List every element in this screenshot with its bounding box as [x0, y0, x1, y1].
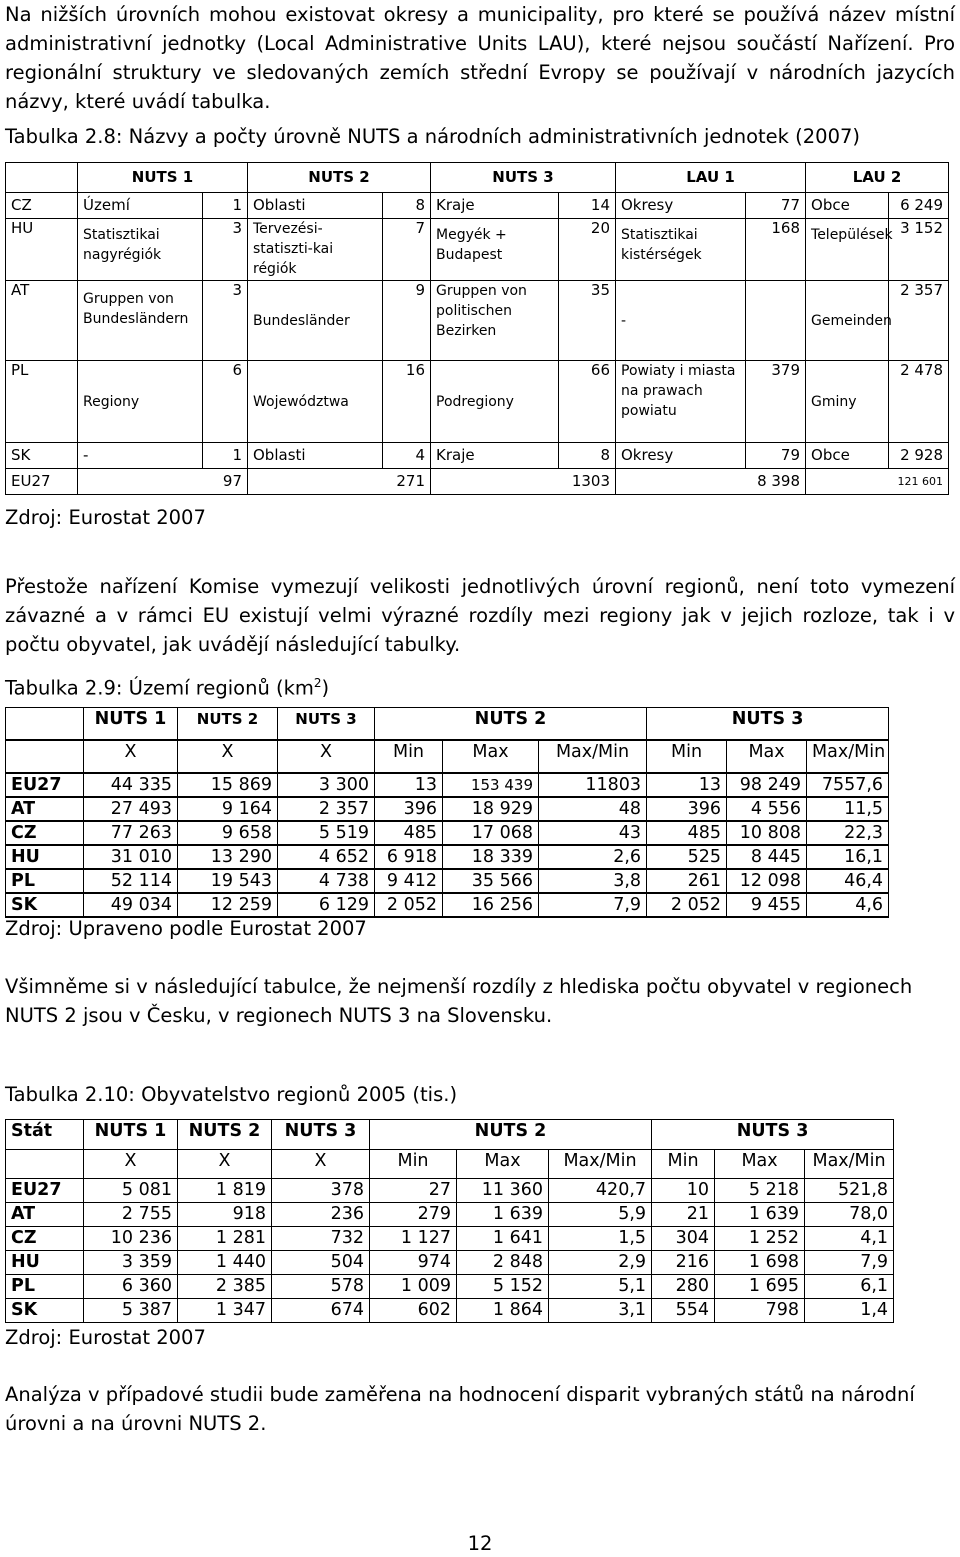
cell: 578	[272, 1275, 370, 1299]
n3-count: 35	[559, 281, 616, 361]
country-cell: HU	[6, 219, 78, 281]
cell: 4,1	[805, 1227, 894, 1251]
cell: 261	[647, 869, 727, 893]
cell: 10 236	[84, 1227, 178, 1251]
cell: 5 218	[715, 1179, 805, 1203]
lau1-name: Okresy	[616, 443, 746, 469]
n1-count: 97	[78, 469, 248, 495]
lau2-count: 2 478	[889, 361, 949, 443]
n2-name: Tervezési-statiszti-kai régiók	[248, 219, 383, 281]
lau1-name: Okresy	[616, 193, 746, 219]
table-row	[6, 1299, 894, 1323]
subheader-x: X	[278, 740, 375, 773]
n3-count: 66	[559, 361, 616, 443]
cell: 6 918	[375, 845, 443, 869]
cell: 18 339	[443, 845, 539, 869]
n3-name: Megyék + Budapest	[431, 219, 559, 281]
cell: 974	[370, 1251, 457, 1275]
row-label: SK	[6, 893, 84, 917]
cell: 1 641	[457, 1227, 549, 1251]
n2-count: 4	[383, 443, 431, 469]
cell: 27	[370, 1179, 457, 1203]
cell: 2 755	[84, 1203, 178, 1227]
n1-name: -	[78, 443, 203, 469]
cell: 43	[539, 821, 647, 845]
table-subheader-row	[6, 740, 889, 773]
table2-caption-suffix: )	[321, 676, 330, 700]
lau2-count: 121 601	[806, 469, 949, 495]
cell: 1 639	[457, 1203, 549, 1227]
paragraph-2: Přestože nařízení Komise vymezují velikosti jednotlivých úrovní regionů, není toto vymezení závazné a v rámci EU existují velmi výrazné rozdíly mezi regiony jak v jejich rozloze, tak i v počtu obyvatel, jak uvádějí následující tabulky.	[5, 575, 955, 656]
table-row	[6, 773, 889, 797]
lau2-count: 3 152	[889, 219, 949, 281]
nuts-names-table	[5, 162, 949, 495]
subheader-maxmin: Max/Min	[807, 740, 889, 773]
header-lau2: LAU 2	[806, 163, 949, 193]
cell: 4 556	[727, 797, 807, 821]
cell: 5 081	[84, 1179, 178, 1203]
header-nuts2: NUTS 2	[178, 1120, 272, 1150]
paragraph-4: Analýza v případové studii bude zaměřena na hodnocení disparit vybraných států na národní úrovni a na úrovni NUTS 2.	[5, 1383, 915, 1435]
paragraph-3: Všimněme si v následující tabulce, že nejmenší rozdíly z hlediska počtu obyvatel v regionech NUTS 2 jsou v Česku, v regionech NUTS 3 na Slovensku.	[5, 975, 913, 1027]
table2-source: Zdroj: Upraveno podle Eurostat 2007	[5, 917, 367, 940]
cell: 35 566	[443, 869, 539, 893]
cell: 378	[272, 1179, 370, 1203]
cell: 1 127	[370, 1227, 457, 1251]
cell: 602	[370, 1299, 457, 1323]
cell: 236	[272, 1203, 370, 1227]
cell: 396	[375, 797, 443, 821]
cell: 2,9	[549, 1251, 652, 1275]
cell: 9 164	[178, 797, 278, 821]
header-state: Stát	[6, 1120, 84, 1150]
subheader-max: Max	[443, 740, 539, 773]
country-cell: CZ	[6, 193, 78, 219]
n2-count: 8	[383, 193, 431, 219]
table-row	[6, 1179, 894, 1203]
table3-source: Zdroj: Eurostat 2007	[5, 1326, 206, 1349]
cell: 1 819	[178, 1179, 272, 1203]
cell: 1 698	[715, 1251, 805, 1275]
subheader-maxmin: Max/Min	[549, 1150, 652, 1179]
cell: 13	[375, 773, 443, 797]
lau2-count: 6 249	[889, 193, 949, 219]
n3-count: 20	[559, 219, 616, 281]
cell: 2 385	[178, 1275, 272, 1299]
cell: 27 493	[84, 797, 178, 821]
table-row	[6, 869, 889, 893]
table2-caption-prefix: Tabulka 2.9: Území regionů (km	[5, 676, 314, 700]
lau2-name: Gemeinden	[806, 281, 889, 361]
cell: 1 009	[370, 1275, 457, 1299]
cell: 16 256	[443, 893, 539, 917]
cell: 12 098	[727, 869, 807, 893]
header-empty	[6, 708, 84, 741]
cell: 7557,6	[807, 773, 889, 797]
cell: 46,4	[807, 869, 889, 893]
cell: 4 652	[278, 845, 375, 869]
cell: 525	[647, 845, 727, 869]
row-label: SK	[6, 1299, 84, 1323]
cell: 52 114	[84, 869, 178, 893]
cell: 2 052	[375, 893, 443, 917]
cell: 485	[647, 821, 727, 845]
subheader-empty	[6, 1150, 84, 1179]
cell: 5,9	[549, 1203, 652, 1227]
intro-paragraph: Na nižších úrovních mohou existovat okresy a municipality, pro které se používá název místní administrativní jednotky (Local Administrative Units LAU), které nejsou součástí Nařízení. Pro regionální struktury ve sledovaných zemích střední Evropy se používají v národních jazycích názvy, které uvádí tabulka.	[5, 3, 955, 113]
table-row	[6, 893, 889, 917]
table-row	[6, 797, 889, 821]
subheader-max: Max	[715, 1150, 805, 1179]
subheader-min: Min	[652, 1150, 715, 1179]
cell: 17 068	[443, 821, 539, 845]
n1-name: Gruppen von Bundesländern	[78, 281, 203, 361]
lau1-count: 168	[746, 219, 806, 281]
cell: 44 335	[84, 773, 178, 797]
header-nuts1: NUTS 1	[84, 708, 178, 741]
page-number: 12	[467, 1532, 493, 1555]
cell: 78,0	[805, 1203, 894, 1227]
cell: 5 152	[457, 1275, 549, 1299]
cell: 798	[715, 1299, 805, 1323]
table-row	[6, 1251, 894, 1275]
cell: 3,8	[539, 869, 647, 893]
cell: 13 290	[178, 845, 278, 869]
lau2-name: Obce	[806, 443, 889, 469]
population-table	[5, 1119, 894, 1323]
table-row	[6, 281, 949, 361]
table-row	[6, 1275, 894, 1299]
cell: 18 929	[443, 797, 539, 821]
table-row	[6, 1227, 894, 1251]
cell: 6 129	[278, 893, 375, 917]
cell: 16,1	[807, 845, 889, 869]
country-cell: PL	[6, 361, 78, 443]
cell: 153 439	[443, 773, 539, 797]
row-label: EU27	[6, 1179, 84, 1203]
cell: 5 519	[278, 821, 375, 845]
subheader-min: Min	[647, 740, 727, 773]
table1-caption: Tabulka 2.8: Názvy a počty úrovně NUTS a národních administrativních jednotek (2007)	[5, 125, 861, 148]
n1-count: 3	[203, 281, 248, 361]
table-header-row	[6, 163, 949, 193]
header-empty	[6, 163, 78, 193]
header-lau1: LAU 1	[616, 163, 806, 193]
header-nuts3: NUTS 3	[431, 163, 616, 193]
cell: 7,9	[539, 893, 647, 917]
lau1-count: 79	[746, 443, 806, 469]
cell: 1 864	[457, 1299, 549, 1323]
subheader-x: X	[84, 740, 178, 773]
cell: 2 357	[278, 797, 375, 821]
header-nuts1: NUTS 1	[78, 163, 248, 193]
row-label: PL	[6, 869, 84, 893]
n2-name: Oblasti	[248, 443, 383, 469]
cell: 216	[652, 1251, 715, 1275]
n3-name: Podregiony	[431, 361, 559, 443]
row-label: EU27	[6, 773, 84, 797]
lau2-name: Gminy	[806, 361, 889, 443]
table-row	[6, 845, 889, 869]
n2-count: 9	[383, 281, 431, 361]
row-label: PL	[6, 1275, 84, 1299]
n3-name: Kraje	[431, 443, 559, 469]
n1-name: Regiony	[78, 361, 203, 443]
table2-caption-sup: 2	[313, 676, 322, 690]
n1-count: 3	[203, 219, 248, 281]
row-label: HU	[6, 1251, 84, 1275]
n2-name: Województwa	[248, 361, 383, 443]
cell: 9 658	[178, 821, 278, 845]
cell: 3 300	[278, 773, 375, 797]
subheader-maxmin: Max/Min	[805, 1150, 894, 1179]
table-header-row	[6, 708, 889, 741]
cell: 1 252	[715, 1227, 805, 1251]
cell: 12 259	[178, 893, 278, 917]
row-label: AT	[6, 1203, 84, 1227]
subheader-max: Max	[727, 740, 807, 773]
row-label: CZ	[6, 1227, 84, 1251]
table2-caption	[5, 670, 329, 702]
subheader-x: X	[272, 1150, 370, 1179]
cell: 11 360	[457, 1179, 549, 1203]
n2-name: Bundesländer	[248, 281, 383, 361]
header-nuts2: NUTS 2	[248, 163, 431, 193]
cell: 4,6	[807, 893, 889, 917]
country-cell: EU27	[6, 469, 78, 495]
cell: 2,6	[539, 845, 647, 869]
cell: 11,5	[807, 797, 889, 821]
n1-count: 1	[203, 193, 248, 219]
cell: 8 445	[727, 845, 807, 869]
lau1-name: -	[616, 281, 746, 361]
cell: 31 010	[84, 845, 178, 869]
subheader-max: Max	[457, 1150, 549, 1179]
cell: 98 249	[727, 773, 807, 797]
table1-source: Zdroj: Eurostat 2007	[5, 506, 206, 529]
table-header-row	[6, 1120, 894, 1150]
cell: 554	[652, 1299, 715, 1323]
table-row	[6, 821, 889, 845]
cell: 5 387	[84, 1299, 178, 1323]
cell: 11803	[539, 773, 647, 797]
n2-count: 16	[383, 361, 431, 443]
subheader-x: X	[178, 1150, 272, 1179]
lau2-count: 2 357	[889, 281, 949, 361]
lau2-name: Obce	[806, 193, 889, 219]
cell: 15 869	[178, 773, 278, 797]
subheader-x: X	[84, 1150, 178, 1179]
cell: 9 455	[727, 893, 807, 917]
subheader-min: Min	[375, 740, 443, 773]
row-label: CZ	[6, 821, 84, 845]
row-label: AT	[6, 797, 84, 821]
table-row	[6, 469, 949, 495]
table-row	[6, 193, 949, 219]
n2-count: 271	[248, 469, 431, 495]
cell: 732	[272, 1227, 370, 1251]
cell: 3,1	[549, 1299, 652, 1323]
row-label: HU	[6, 845, 84, 869]
subheader-x: X	[178, 740, 278, 773]
header-nuts2-range: NUTS 2	[375, 708, 647, 741]
cell: 396	[647, 797, 727, 821]
country-cell: AT	[6, 281, 78, 361]
cell: 504	[272, 1251, 370, 1275]
cell: 304	[652, 1227, 715, 1251]
cell: 2 052	[647, 893, 727, 917]
subheader-empty	[6, 740, 84, 773]
cell: 5,1	[549, 1275, 652, 1299]
cell: 1 695	[715, 1275, 805, 1299]
cell: 485	[375, 821, 443, 845]
cell: 9 412	[375, 869, 443, 893]
header-nuts3-range: NUTS 3	[652, 1120, 894, 1150]
lau1-count: 379	[746, 361, 806, 443]
lau1-name: Powiaty i miasta na prawach powiatu	[616, 361, 746, 443]
cell: 49 034	[84, 893, 178, 917]
header-nuts1: NUTS 1	[84, 1120, 178, 1150]
cell: 48	[539, 797, 647, 821]
lau2-name: Települések	[806, 219, 889, 281]
cell: 19 543	[178, 869, 278, 893]
lau2-count: 2 928	[889, 443, 949, 469]
cell: 1 281	[178, 1227, 272, 1251]
cell: 13	[647, 773, 727, 797]
cell: 1,4	[805, 1299, 894, 1323]
cell: 22,3	[807, 821, 889, 845]
subheader-maxmin: Max/Min	[539, 740, 647, 773]
cell: 4 738	[278, 869, 375, 893]
lau1-name: Statisztikai kistérségek	[616, 219, 746, 281]
table-row	[6, 219, 949, 281]
n1-count: 6	[203, 361, 248, 443]
n1-count: 1	[203, 443, 248, 469]
table-subheader-row	[6, 1150, 894, 1179]
cell: 6 360	[84, 1275, 178, 1299]
table-row	[6, 361, 949, 443]
n3-name: Gruppen von politischen Bezirken	[431, 281, 559, 361]
table-row	[6, 1203, 894, 1227]
table3-caption: Tabulka 2.10: Obyvatelstvo regionů 2005 (tis.)	[5, 1083, 458, 1106]
n2-name: Oblasti	[248, 193, 383, 219]
cell: 280	[652, 1275, 715, 1299]
cell: 674	[272, 1299, 370, 1323]
header-nuts2-range: NUTS 2	[370, 1120, 652, 1150]
header-nuts3: NUTS 3	[272, 1120, 370, 1150]
cell: 521,8	[805, 1179, 894, 1203]
n2-count: 7	[383, 219, 431, 281]
cell: 7,9	[805, 1251, 894, 1275]
lau1-count: 77	[746, 193, 806, 219]
cell: 10 808	[727, 821, 807, 845]
header-nuts3-range: NUTS 3	[647, 708, 889, 741]
cell: 1 347	[178, 1299, 272, 1323]
cell: 2 848	[457, 1251, 549, 1275]
n3-count: 1303	[431, 469, 616, 495]
header-nuts3: NUTS 3	[278, 708, 375, 741]
cell: 21	[652, 1203, 715, 1227]
n1-name: Území	[78, 193, 203, 219]
n3-name: Kraje	[431, 193, 559, 219]
cell: 420,7	[549, 1179, 652, 1203]
cell: 279	[370, 1203, 457, 1227]
cell: 6,1	[805, 1275, 894, 1299]
area-table	[5, 707, 889, 918]
cell: 3 359	[84, 1251, 178, 1275]
cell: 1 639	[715, 1203, 805, 1227]
lau1-count	[746, 281, 806, 361]
n3-count: 14	[559, 193, 616, 219]
cell: 918	[178, 1203, 272, 1227]
n3-count: 8	[559, 443, 616, 469]
cell: 10	[652, 1179, 715, 1203]
cell: 1 440	[178, 1251, 272, 1275]
header-nuts2: NUTS 2	[178, 708, 278, 741]
subheader-min: Min	[370, 1150, 457, 1179]
cell: 77 263	[84, 821, 178, 845]
country-cell: SK	[6, 443, 78, 469]
lau1-count: 8 398	[616, 469, 806, 495]
table-row	[6, 443, 949, 469]
cell: 1,5	[549, 1227, 652, 1251]
n1-name: Statisztikai nagyrégiók	[78, 219, 203, 281]
